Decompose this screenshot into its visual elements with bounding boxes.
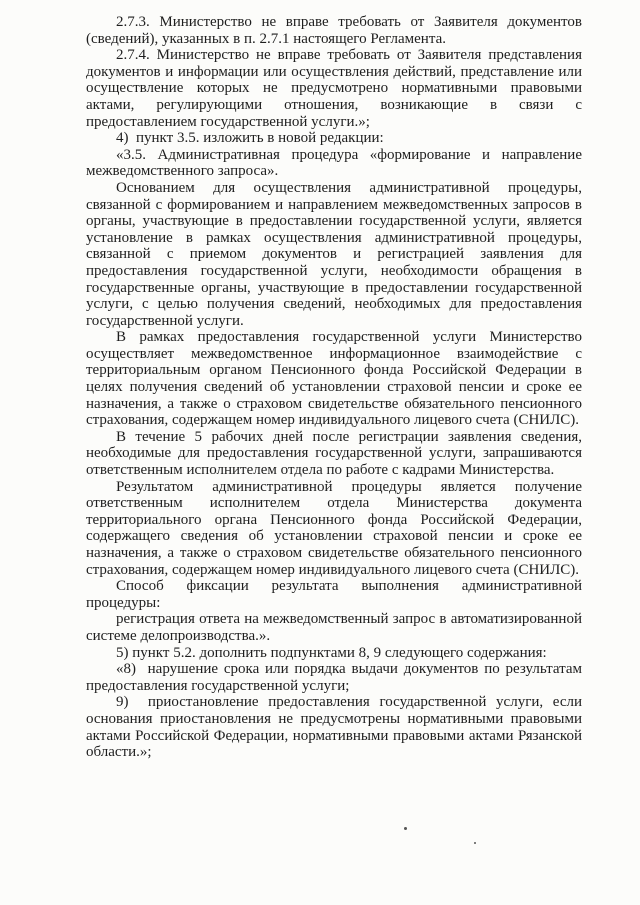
paragraph-item-4: 4) пункт 3.5. изложить в новой редакции: [116, 130, 384, 147]
paragraph-3-5-heading: «3.5. Административная процедура «формирование и направление межведомственного запроса». [86, 146, 582, 180]
scan-speck [474, 842, 476, 844]
paragraph-fixation-method: Способ фиксации результата выполнения административной процедуры: [86, 578, 582, 611]
paragraph-subitem-8: «8) нарушение срока или порядка выдачи документов по результатам предоставления государственной услуги; [86, 661, 586, 694]
scan-speck [404, 827, 407, 830]
paragraph-result: Результатом административной процедуры является получение ответственным исполнителем отдела Министерства документа территориального органа Пенсионного фонда Российской Федерации, содержащего сведения об установлении страховой пенсии и сроке ее назначения, а также о страховом свидетельстве обязательного пенсионного страхования, содержащем номер индивидуального лицевого счета (СНИЛС). [86, 478, 582, 578]
paragraph-deadline: В течение 5 рабочих дней после регистрации заявления сведения, необходимые для предоставления государственной услуги, запрашиваются ответственным исполнителем отдела по работе с кадрами Министерства. [86, 428, 582, 479]
paragraph-registration: регистрация ответа на межведомственный запрос в автоматизированной системе делопроизводства.». [86, 611, 582, 644]
paragraph-subitem-9: 9) приостановление предоставления государственной услуги, если основания приостановления не предусмотрены нормативными правовыми актами Российской Федерации, нормативными правовыми актами Рязанской области.»; [86, 694, 586, 761]
paragraph-item-5: 5) пункт 5.2. дополнить подпунктами 8, 9 следующего содержания: [116, 644, 547, 661]
paragraph-basis: Основанием для осуществления административной процедуры, связанной с формированием и направлением межведомственных запросов в органы, участвующие в предоставлении государственной услуги, является установление в рамках осуществления административной процедуры, связанной с приемом документов и регистрацией заявления для предоставления государственной услуги, необходимости обращения в государственные органы, участвующие в предоставлении государственной услуги, с целью получения сведений, необходимых для предоставления государственной услуги. [86, 179, 582, 329]
paragraph-interaction: В рамках предоставления государственной услуги Министерство осуществляет межведомственное информационное взаимодействие с территориальным органом Пенсионного фонда Российской Федерации в целях получения сведений об установлении страховой пенсии и сроке ее назначения, а также о страховом свидетельстве обязательного пенсионного страхования, содержащем номер индивидуального лицевого счета (СНИЛС). [86, 329, 582, 429]
paragraph-2-7-4: 2.7.4. Министерство не вправе требовать от Заявителя представления документов и информации или осуществления действий, представление или осуществление которых не предусмотрено нормативными правовыми актами, регулирующими отношения, возникающие в связи с предоставлением государственной услуги.»; [86, 47, 582, 130]
paragraph-2-7-3: 2.7.3. Министерство не вправе требовать от Заявителя документов (сведений), указанных в п. 2.7.1 настоящего Регламента. [86, 14, 582, 47]
